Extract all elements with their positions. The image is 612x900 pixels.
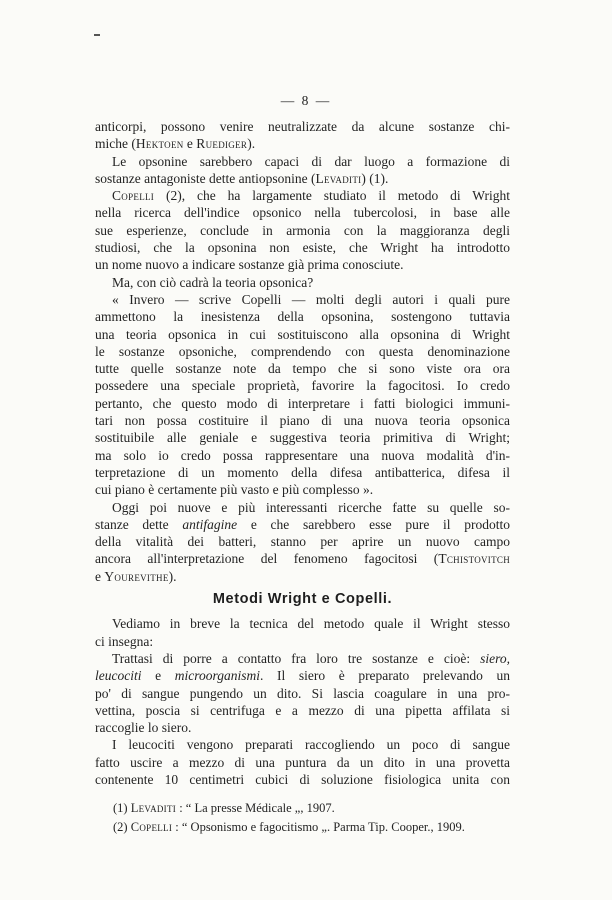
author-name: Levaditi xyxy=(315,170,362,186)
text-run: nella ricerca dell'indice opsonico nella tubercolosi, in base alle xyxy=(95,205,510,221)
text-run: vettina, poscia si centrifuga e a mezzo di una pipetta affilata si xyxy=(95,702,510,718)
text-run: stanze dette xyxy=(95,516,183,532)
text-run: Le opsonine sarebbero capaci di dar luogo a formazione di xyxy=(112,153,510,169)
text-line xyxy=(95,568,510,585)
text-run: (2), che ha largamente studiato il metodo di Wright xyxy=(154,188,510,204)
text-line xyxy=(95,667,510,684)
text-line xyxy=(95,412,510,429)
author-name: Copelli xyxy=(112,188,155,204)
text-line xyxy=(95,685,510,702)
text-line xyxy=(95,326,510,343)
text-line xyxy=(95,771,510,788)
text-line xyxy=(95,719,510,736)
italic-term: siero, xyxy=(480,650,510,666)
text-line xyxy=(95,702,510,719)
text-run: . Il siero è preparato prelevando un xyxy=(259,668,510,684)
text-run: e xyxy=(183,136,197,152)
text-run: (2) xyxy=(113,820,131,834)
page-number: — 8 — xyxy=(280,93,332,108)
footnotes xyxy=(95,799,510,837)
text-line xyxy=(95,308,510,325)
text-run: « Invero — scrive Copelli — molti degli autori i quali pure xyxy=(112,291,510,307)
section-heading: Metodi Wright e Copelli. xyxy=(212,591,393,608)
italic-term: leucociti xyxy=(95,668,142,684)
author-name: Levaditi xyxy=(130,801,177,815)
text-line xyxy=(95,395,510,412)
footnote xyxy=(95,799,510,818)
text-run: ) (1). xyxy=(361,170,389,186)
text-line xyxy=(95,533,510,550)
text-line xyxy=(95,736,510,753)
text-line xyxy=(95,377,510,394)
text-line xyxy=(95,499,510,516)
text-run: Ma, con ciò cadrà la teoria opsonica? xyxy=(112,274,314,290)
text-run: e xyxy=(95,568,105,584)
italic-term: antifagine xyxy=(182,516,238,532)
paragraph xyxy=(95,274,510,291)
text-run: studiosi, che la opsonina non esiste, che Wright ha introdotto xyxy=(95,240,510,256)
text-run: tari non possa costituire il piano di una nuova teoria opsonica xyxy=(95,413,510,429)
text-run: e xyxy=(141,668,175,684)
text-run: : “ Opsonismo e fagocitismo „. Parma Tip. Cooper., 1909. xyxy=(172,820,465,834)
text-line xyxy=(95,118,510,135)
text-run: una teoria opsonica in cui sostituiscono alla opsonina di Wright xyxy=(95,326,510,342)
text-run: sostituibile alle geniale e suggestiva teoria primitiva di Wright; xyxy=(95,430,510,446)
text-line xyxy=(95,447,510,464)
paragraph xyxy=(95,615,510,650)
text-run: ci insegna: xyxy=(95,633,154,649)
text-line xyxy=(95,633,510,650)
paragraph xyxy=(95,736,510,788)
text-run: ). xyxy=(168,568,177,584)
text-run: (1) xyxy=(113,801,131,815)
text-run: Oggi poi nuove e più interessanti ricerche fatte su quelle so- xyxy=(112,499,510,515)
italic-term: microorganismi xyxy=(174,668,260,684)
text-run: terpretazione di un momento della difesa antibatterica, difesa il xyxy=(95,464,510,480)
text-run: po' di sangue pungendo un dito. Si lascia coagulare in una pro- xyxy=(95,685,510,701)
text-line xyxy=(95,754,510,771)
text-run: pertanto, che questo modo di interpretare i fatti biologici immuni- xyxy=(95,395,510,411)
text-line xyxy=(95,204,510,221)
text-line xyxy=(95,615,510,632)
text-run: Vediamo in breve la tecnica del metodo quale il Wright stesso xyxy=(112,616,510,632)
text-run: le sostanze opsoniche, comprendendo con questa denominazione xyxy=(95,343,510,359)
author-name: Yourevithe xyxy=(104,568,169,584)
text-line xyxy=(95,650,510,667)
text-run: possedere una speciale proprietà, favorire la fagocitosi. Io credo xyxy=(95,378,510,394)
paragraph xyxy=(95,153,510,188)
text-line xyxy=(95,516,510,533)
text-line xyxy=(95,153,510,170)
footnote xyxy=(95,818,510,837)
paragraph xyxy=(95,118,510,153)
text-run: ammettono la inesistenza della opsonina, sostengono tuttavia xyxy=(95,309,510,325)
paragraph xyxy=(95,650,510,736)
text-run: Trattasi di porre a contatto fra loro tre sostanze e cioè: xyxy=(112,650,481,666)
text-run: sostanze antagoniste dette antiopsonine ( xyxy=(95,170,316,186)
paragraph xyxy=(95,499,510,585)
paragraph xyxy=(95,291,510,499)
text-run: contenente 10 centimetri cubici di soluzione fisiologica unita con xyxy=(95,771,510,787)
text-line xyxy=(95,256,510,273)
text-line xyxy=(95,464,510,481)
text-line xyxy=(95,222,510,239)
text-line xyxy=(95,550,510,567)
text-run: fatto uscire a mezzo di una puntura da un dito in una provetta xyxy=(95,754,510,770)
text-run: della vitalità dei batteri, stanno per aprire un nuovo campo xyxy=(95,534,510,550)
text-line xyxy=(95,360,510,377)
scan-mark xyxy=(94,34,100,36)
text-line xyxy=(95,135,510,152)
paragraph xyxy=(95,187,510,273)
text-run: ma solo io credo possa rappresentare una nuova modalità d'in- xyxy=(95,447,510,463)
text-run: ). xyxy=(247,136,256,152)
text-run: raccoglie lo siero. xyxy=(95,720,192,736)
text-run: e che sarebbero esse pure il prodotto xyxy=(237,516,510,532)
text-run: tutte quelle sostanze note da tempo che si sono viste ora ora xyxy=(95,361,510,377)
text-line xyxy=(95,429,510,446)
text-run: ancora all'interpretazione del fenomeno fagocitosi ( xyxy=(95,551,439,567)
text-run: miche ( xyxy=(95,136,136,152)
author-name: Hektoen xyxy=(135,136,184,152)
text-run: I leucociti vengono preparati raccogliendo un poco di sangue xyxy=(112,737,510,753)
author-name: Ruediger xyxy=(196,136,248,152)
text-run: : “ La presse Médicale „, 1907. xyxy=(176,801,335,815)
author-name: Copelli xyxy=(130,820,173,834)
text-line xyxy=(95,170,510,187)
body-text xyxy=(95,118,510,788)
text-line xyxy=(95,239,510,256)
author-name: Tchistovitch xyxy=(438,551,510,567)
text-line xyxy=(95,187,510,204)
text-line xyxy=(95,291,510,308)
text-line xyxy=(95,274,510,291)
text-line xyxy=(95,481,510,498)
text-run: un nome nuovo a indicare sostanze già prima conosciute. xyxy=(95,257,404,273)
text-line xyxy=(95,343,510,360)
text-run: anticorpi, possono venire neutralizzate da alcune sostanze chi- xyxy=(95,119,510,134)
text-run: sue esperienze, conclude in armonia con la maggioranza degli xyxy=(95,222,510,238)
text-run: cui piano è certamente più vasto e più complesso ». xyxy=(95,482,374,498)
